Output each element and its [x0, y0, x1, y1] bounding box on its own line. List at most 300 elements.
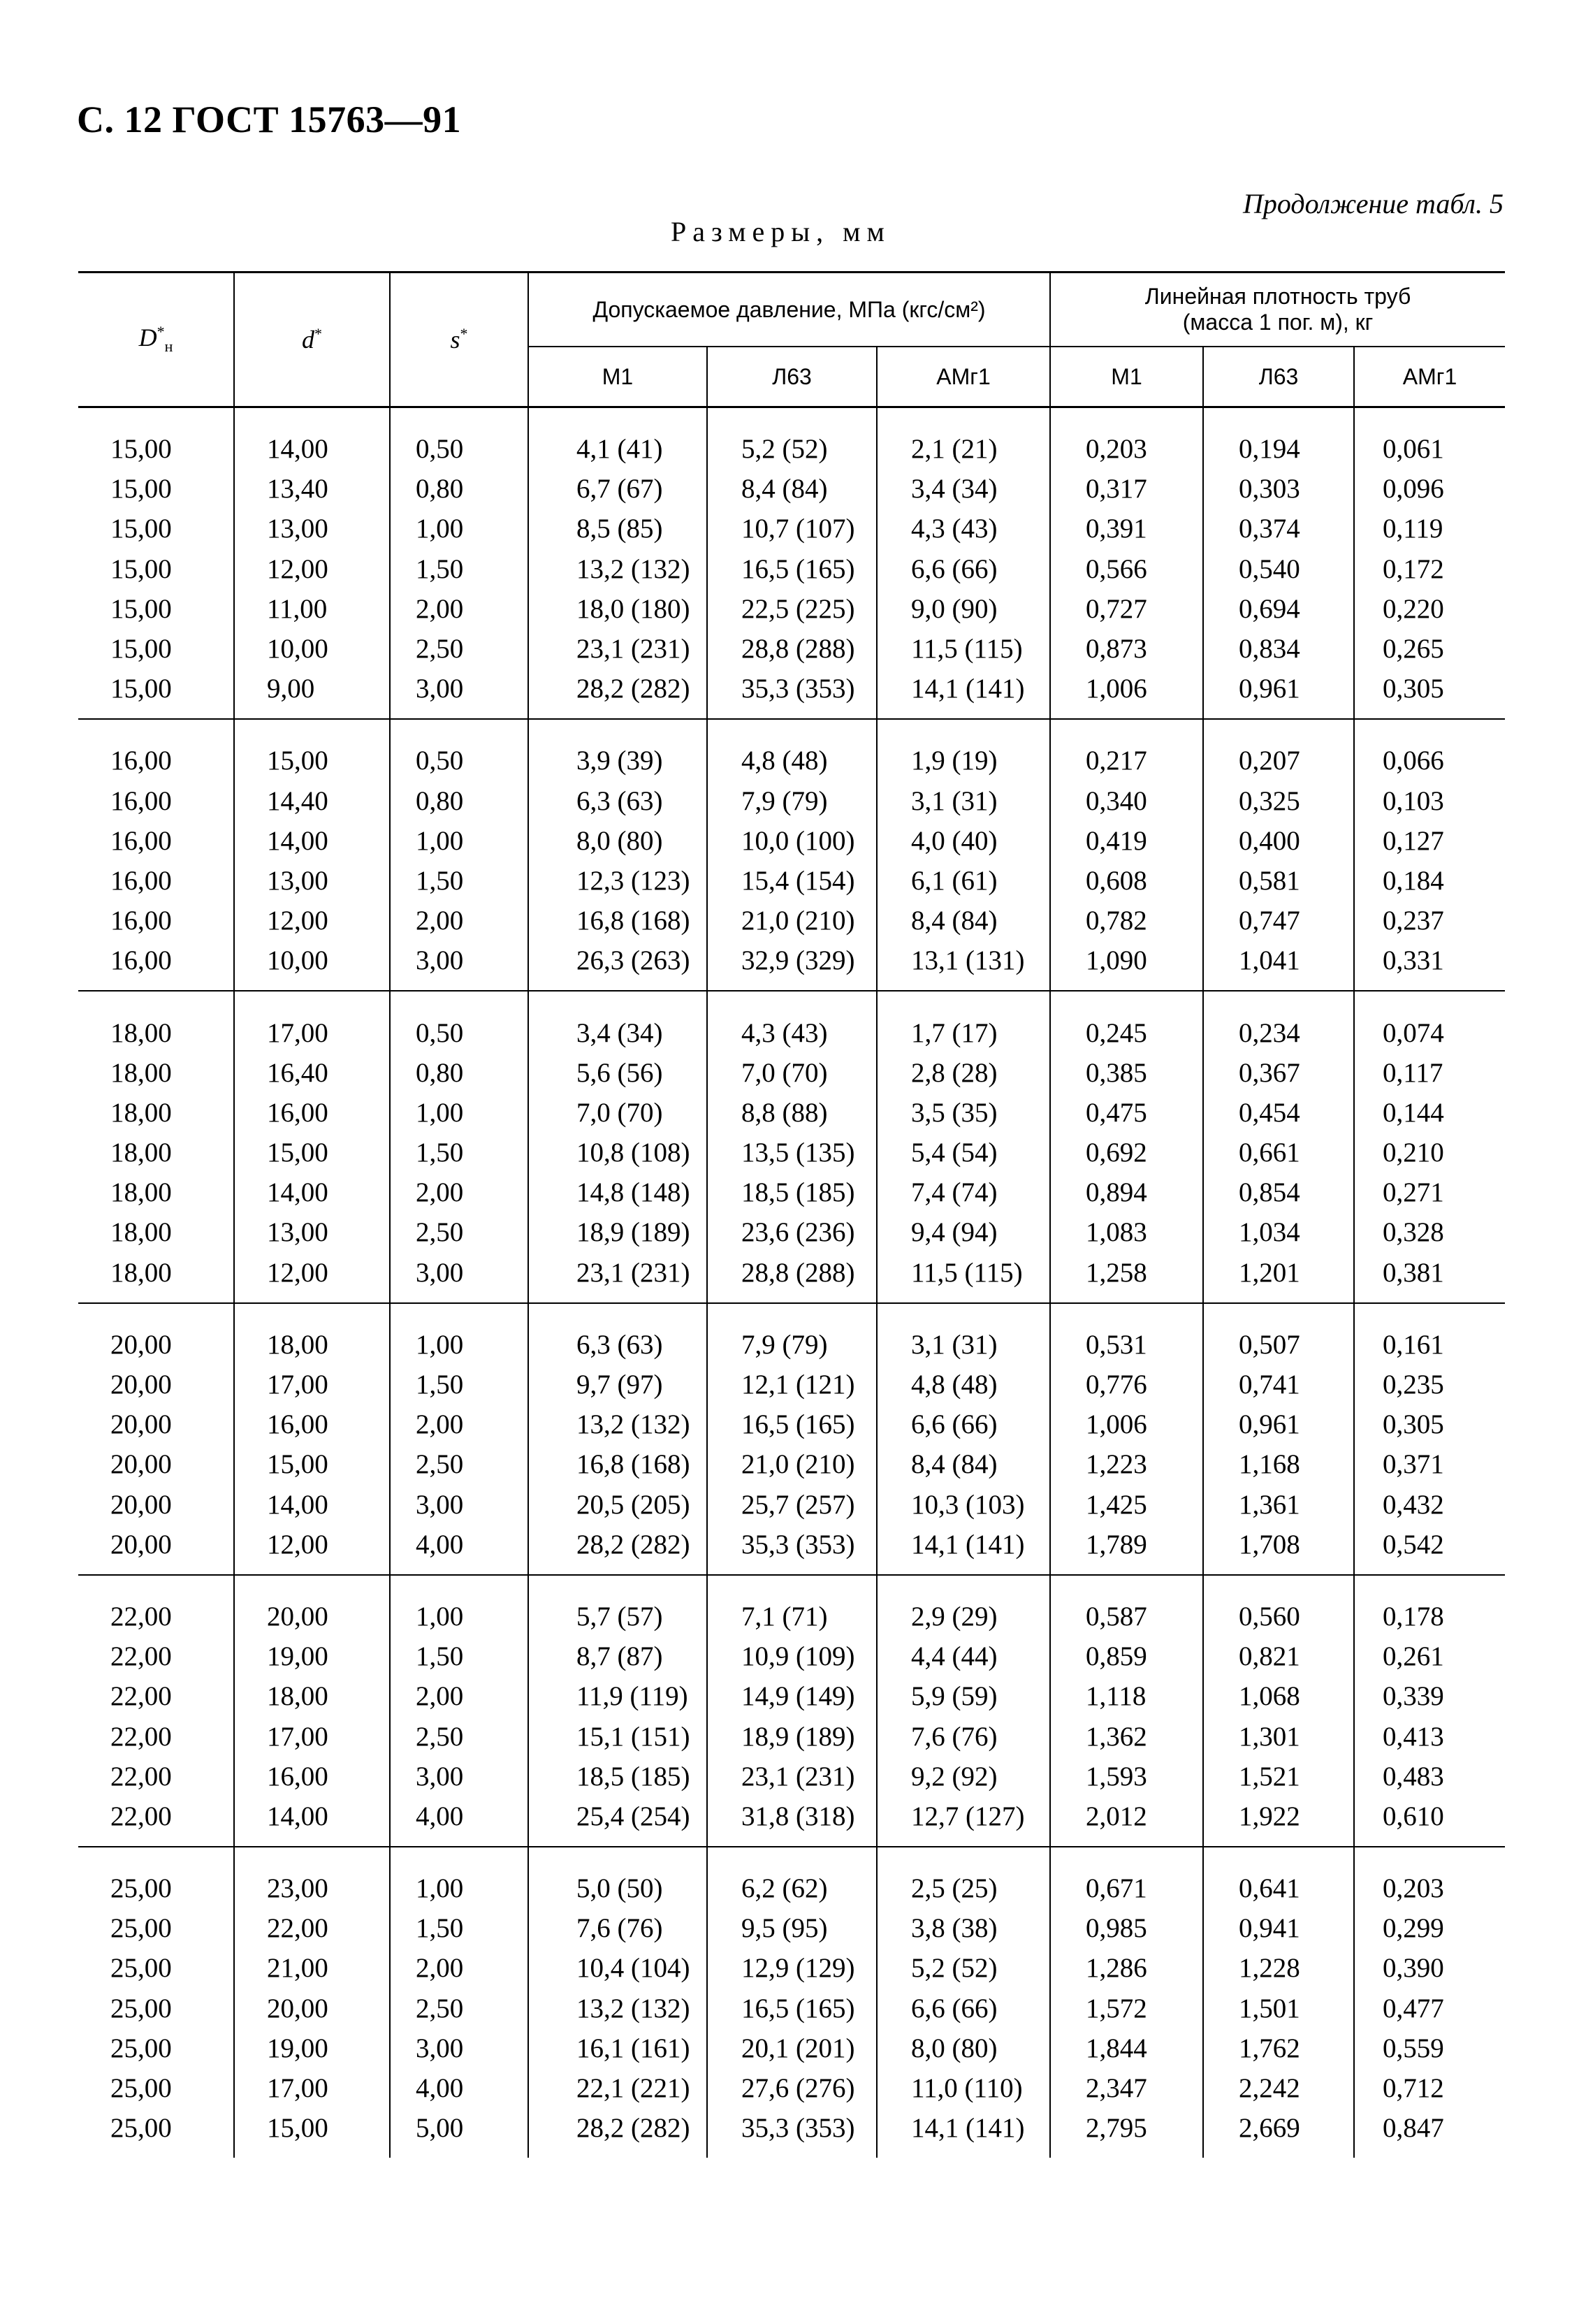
wall-thickness-cell: 1,00 [390, 1093, 528, 1133]
table-row [78, 1093, 1505, 1133]
table-row [78, 589, 1505, 629]
outer-diameter-cell: 16,00 [78, 941, 234, 991]
pressure-m1-cell: 10,8 (108) [528, 1133, 707, 1172]
density-l63-cell: 1,361 [1203, 1485, 1354, 1525]
inner-diameter-cell: 12,00 [234, 549, 390, 589]
wall-thickness-cell: 2,50 [390, 1212, 528, 1252]
pressure-amg1-cell: 9,0 (90) [877, 589, 1050, 629]
density-l63-cell: 1,762 [1203, 2028, 1354, 2068]
outer-diameter-cell: 20,00 [110, 1489, 172, 1520]
inner-diameter-cell: 15,00 [234, 2108, 390, 2158]
pressure-m1-cell: 6,3 (63) [528, 1303, 707, 1365]
inner-diameter-cell: 16,00 [234, 1404, 390, 1444]
density-m1-cell: 0,587 [1050, 1575, 1203, 1636]
pressure-l63-cell: 23,1 (231) [707, 1757, 877, 1796]
table-row [78, 1172, 1505, 1212]
header-density-group: Линейная плотность труб (масса 1 пог. м), кг [1050, 273, 1505, 347]
wall-thickness-cell: 1,50 [390, 861, 528, 901]
outer-diameter-cell: 20,00 [110, 1449, 172, 1480]
wall-thickness-cell: 2,50 [390, 1716, 528, 1756]
pressure-m1-cell: 13,2 (132) [528, 1989, 707, 2028]
header-pressure-group: Допускаемое давление, МПа (кгс/см²) [528, 273, 1050, 347]
pressure-m1-cell: 22,1 (221) [528, 2068, 707, 2108]
outer-diameter-cell: 15,00 [110, 634, 172, 664]
inner-diameter-cell: 12,00 [234, 1525, 390, 1575]
pressure-amg1-cell: 14,1 (141) [877, 1525, 1050, 1575]
wall-thickness-cell: 2,50 [390, 1989, 528, 2028]
pressure-l63-cell: 4,3 (43) [707, 991, 877, 1052]
pressure-m1-cell: 28,2 (282) [528, 669, 707, 719]
density-m1-cell: 0,419 [1050, 821, 1203, 861]
wall-thickness-cell: 1,00 [390, 1303, 528, 1365]
density-l63-cell: 0,325 [1203, 781, 1354, 821]
density-amg1-cell: 0,119 [1354, 509, 1505, 549]
pressure-amg1-cell: 2,8 (28) [877, 1053, 1050, 1093]
density-l63-cell: 0,367 [1203, 1053, 1354, 1093]
pressure-l63-cell: 13,5 (135) [707, 1133, 877, 1172]
pressure-amg1-cell: 4,8 (48) [877, 1365, 1050, 1404]
pressure-m1-cell: 12,3 (123) [528, 861, 707, 901]
pressure-l63-cell: 20,1 (201) [707, 2028, 877, 2068]
outer-diameter-cell: 25,00 [110, 1913, 172, 1944]
table-header [78, 273, 1505, 407]
density-l63-cell: 0,400 [1203, 821, 1354, 861]
pressure-l63-cell: 21,0 (210) [707, 901, 877, 941]
pressure-m1-cell: 25,4 (254) [528, 1796, 707, 1847]
outer-diameter-cell: 25,00 [110, 2113, 172, 2144]
wall-thickness-cell: 2,50 [390, 629, 528, 669]
pressure-m1-cell: 7,6 (76) [528, 1908, 707, 1948]
inner-diameter-cell: 18,00 [234, 1303, 390, 1365]
inner-diameter-cell: 15,00 [234, 719, 390, 780]
density-amg1-cell: 0,390 [1354, 1948, 1505, 1988]
pressure-l63-cell: 25,7 (257) [707, 1485, 877, 1525]
density-l63-cell: 1,228 [1203, 1948, 1354, 1988]
wall-thickness-cell: 0,80 [390, 469, 528, 509]
density-m1-cell: 0,671 [1050, 1847, 1203, 1908]
table-row [78, 469, 1505, 509]
pressure-m1-cell: 18,9 (189) [528, 1212, 707, 1252]
density-m1-cell: 1,090 [1050, 941, 1203, 991]
density-amg1-cell: 0,178 [1354, 1575, 1505, 1636]
row-group [78, 1847, 1505, 2158]
density-amg1-cell: 0,331 [1354, 941, 1505, 991]
pressure-amg1-cell: 3,1 (31) [877, 1303, 1050, 1365]
pressure-amg1-cell: 1,9 (19) [877, 719, 1050, 780]
density-m1-cell: 1,789 [1050, 1525, 1203, 1575]
outer-diameter-cell: 25,00 [110, 1873, 172, 1904]
wall-thickness-cell: 1,00 [390, 1575, 528, 1636]
wall-thickness-cell: 3,00 [390, 2028, 528, 2068]
density-amg1-cell: 0,712 [1354, 2068, 1505, 2108]
header-density-l63: Л63 [1203, 347, 1354, 407]
inner-diameter-cell: 13,00 [234, 861, 390, 901]
table-row [78, 1636, 1505, 1676]
pressure-m1-cell: 18,0 (180) [528, 589, 707, 629]
outer-diameter-cell: 18,00 [110, 1138, 172, 1168]
density-l63-cell: 0,507 [1203, 1303, 1354, 1365]
density-l63-cell: 1,034 [1203, 1212, 1354, 1252]
header-density-amg1: АМг1 [1354, 347, 1505, 407]
pressure-m1-cell: 28,2 (282) [528, 2108, 707, 2158]
density-amg1-cell: 0,339 [1354, 1676, 1505, 1716]
density-amg1-cell: 0,542 [1354, 1525, 1505, 1575]
table-row [78, 861, 1505, 901]
inner-diameter-cell: 17,00 [234, 1716, 390, 1756]
wall-thickness-cell: 3,00 [390, 1757, 528, 1796]
density-l63-cell: 2,669 [1203, 2108, 1354, 2158]
inner-diameter-cell: 13,40 [234, 469, 390, 509]
sizes-caption: Размеры, мм [671, 216, 891, 247]
density-m1-cell: 2,347 [1050, 2068, 1203, 2108]
outer-diameter-cell: 18,00 [110, 1177, 172, 1208]
density-amg1-cell: 0,172 [1354, 549, 1505, 589]
inner-diameter-cell: 16,40 [234, 1053, 390, 1093]
density-m1-cell: 0,782 [1050, 901, 1203, 941]
pressure-m1-cell: 15,1 (151) [528, 1716, 707, 1756]
pressure-m1-cell: 8,7 (87) [528, 1636, 707, 1676]
pressure-amg1-cell: 7,4 (74) [877, 1172, 1050, 1212]
pressure-amg1-cell: 4,4 (44) [877, 1636, 1050, 1676]
density-m1-cell: 0,566 [1050, 549, 1203, 589]
pressure-amg1-cell: 14,1 (141) [877, 669, 1050, 719]
pressure-amg1-cell: 13,1 (131) [877, 941, 1050, 991]
pressure-amg1-cell: 8,0 (80) [877, 2028, 1050, 2068]
pressure-amg1-cell: 5,4 (54) [877, 1133, 1050, 1172]
density-l63-cell: 0,741 [1203, 1365, 1354, 1404]
density-l63-cell: 1,301 [1203, 1716, 1354, 1756]
density-m1-cell: 0,859 [1050, 1636, 1203, 1676]
density-l63-cell: 0,961 [1203, 1404, 1354, 1444]
pressure-m1-cell: 13,2 (132) [528, 549, 707, 589]
pressure-m1-cell: 14,8 (148) [528, 1172, 707, 1212]
table-row [78, 1796, 1505, 1847]
density-m1-cell: 1,223 [1050, 1444, 1203, 1484]
pressure-l63-cell: 6,2 (62) [707, 1847, 877, 1908]
pressure-l63-cell: 16,5 (165) [707, 1404, 877, 1444]
pressure-amg1-cell: 2,5 (25) [877, 1847, 1050, 1908]
density-amg1-cell: 0,161 [1354, 1303, 1505, 1365]
density-l63-cell: 0,747 [1203, 901, 1354, 941]
pressure-amg1-cell: 12,7 (127) [877, 1796, 1050, 1847]
pressure-l63-cell: 15,4 (154) [707, 861, 877, 901]
row-group [78, 991, 1505, 1302]
table-row [78, 1757, 1505, 1796]
pressure-l63-cell: 7,0 (70) [707, 1053, 877, 1093]
pressure-amg1-cell: 4,3 (43) [877, 509, 1050, 549]
density-m1-cell: 1,006 [1050, 1404, 1203, 1444]
pressure-l63-cell: 22,5 (225) [707, 589, 877, 629]
inner-diameter-cell: 18,00 [234, 1676, 390, 1716]
density-l63-cell: 0,374 [1203, 509, 1354, 549]
table-row [78, 1908, 1505, 1948]
pressure-m1-cell: 28,2 (282) [528, 1525, 707, 1575]
pressure-amg1-cell: 1,7 (17) [877, 991, 1050, 1052]
inner-diameter-cell: 11,00 [234, 589, 390, 629]
density-amg1-cell: 0,477 [1354, 1989, 1505, 2028]
pressure-m1-cell: 3,4 (34) [528, 991, 707, 1052]
density-l63-cell: 0,941 [1203, 1908, 1354, 1948]
density-l63-cell: 0,661 [1203, 1133, 1354, 1172]
wall-thickness-cell: 4,00 [390, 1796, 528, 1847]
table-row [78, 2108, 1505, 2158]
outer-diameter-cell: 20,00 [110, 1329, 172, 1360]
outer-diameter-cell: 15,00 [110, 474, 172, 504]
outer-diameter-cell: 15,00 [110, 434, 172, 465]
header-outer-diameter: $D^*_н$ [78, 273, 234, 407]
wall-thickness-cell: 0,80 [390, 1053, 528, 1093]
outer-diameter-cell: 25,00 [110, 2073, 172, 2104]
density-m1-cell: 0,692 [1050, 1133, 1203, 1172]
outer-diameter-cell: 16,00 [110, 825, 172, 856]
density-m1-cell: 0,317 [1050, 469, 1203, 509]
inner-diameter-cell: 15,00 [234, 1444, 390, 1484]
outer-diameter-cell: 22,00 [110, 1601, 172, 1632]
inner-diameter-cell: 15,00 [234, 1133, 390, 1172]
wall-thickness-cell: 0,80 [390, 781, 528, 821]
density-amg1-cell: 0,235 [1354, 1365, 1505, 1404]
density-amg1-cell: 0,483 [1354, 1757, 1505, 1796]
pressure-amg1-cell: 6,6 (66) [877, 1404, 1050, 1444]
density-l63-cell: 0,303 [1203, 469, 1354, 509]
inner-diameter-cell: 12,00 [234, 901, 390, 941]
wall-thickness-cell: 3,00 [390, 1485, 528, 1525]
pressure-amg1-cell: 4,0 (40) [877, 821, 1050, 861]
outer-diameter-cell: 25,00 [110, 1993, 172, 2024]
density-m1-cell: 0,531 [1050, 1303, 1203, 1365]
pressure-m1-cell: 20,5 (205) [528, 1485, 707, 1525]
outer-diameter-cell: 20,00 [78, 1525, 234, 1575]
density-amg1-cell: 0,066 [1354, 719, 1505, 780]
table-row [78, 781, 1505, 821]
wall-thickness-cell: 2,00 [390, 1948, 528, 1988]
density-m1-cell: 0,217 [1050, 719, 1203, 780]
wall-thickness-cell: 1,00 [390, 821, 528, 861]
outer-diameter-cell: 16,00 [110, 785, 172, 816]
wall-thickness-cell: 0,50 [390, 991, 528, 1052]
pressure-l63-cell: 28,8 (288) [707, 629, 877, 669]
table-row [78, 1948, 1505, 1988]
pressure-l63-cell: 27,6 (276) [707, 2068, 877, 2108]
inner-diameter-cell: 14,00 [234, 1485, 390, 1525]
pressure-l63-cell: 18,9 (189) [707, 1716, 877, 1756]
pressure-m1-cell: 6,7 (67) [528, 469, 707, 509]
wall-thickness-cell: 1,50 [390, 1636, 528, 1676]
wall-thickness-cell: 1,00 [390, 1847, 528, 1908]
outer-diameter-cell: 16,00 [110, 865, 172, 896]
density-m1-cell: 0,391 [1050, 509, 1203, 549]
header-density-m1: М1 [1050, 347, 1203, 407]
density-amg1-cell: 0,074 [1354, 991, 1505, 1052]
pressure-l63-cell: 28,8 (288) [707, 1253, 877, 1303]
density-amg1-cell: 0,261 [1354, 1636, 1505, 1676]
inner-diameter-cell: 16,00 [234, 1093, 390, 1133]
density-l63-cell: 1,041 [1203, 941, 1354, 991]
page-header: С. 12 ГОСТ 15763—91 [77, 99, 462, 140]
wall-thickness-cell: 1,00 [390, 509, 528, 549]
density-amg1-cell: 0,271 [1354, 1172, 1505, 1212]
pressure-amg1-cell: 5,9 (59) [877, 1676, 1050, 1716]
pressure-l63-cell: 7,9 (79) [707, 781, 877, 821]
inner-diameter-cell: 16,00 [234, 1757, 390, 1796]
density-l63-cell: 0,540 [1203, 549, 1354, 589]
inner-diameter-cell: 19,00 [234, 2028, 390, 2068]
inner-diameter-cell: 22,00 [234, 1908, 390, 1948]
outer-diameter-cell: 22,00 [78, 1796, 234, 1847]
density-m1-cell: 1,258 [1050, 1253, 1203, 1303]
outer-diameter-cell: 18,00 [110, 1057, 172, 1088]
pressure-amg1-cell: 3,1 (31) [877, 781, 1050, 821]
inner-diameter-cell: 23,00 [234, 1847, 390, 1908]
density-l63-cell: 1,922 [1203, 1796, 1354, 1847]
density-m1-cell: 1,118 [1050, 1676, 1203, 1716]
table-row [78, 2028, 1505, 2068]
density-l63-cell: 2,242 [1203, 2068, 1354, 2108]
inner-diameter-cell: 14,00 [234, 407, 390, 470]
outer-diameter-cell: 25,00 [110, 1953, 172, 1984]
density-amg1-cell: 0,144 [1354, 1093, 1505, 1133]
density-m1-cell: 0,245 [1050, 991, 1203, 1052]
density-l63-cell: 1,521 [1203, 1757, 1354, 1796]
wall-thickness-cell: 4,00 [390, 1525, 528, 1575]
pressure-m1-cell: 4,1 (41) [528, 407, 707, 470]
density-m1-cell: 1,593 [1050, 1757, 1203, 1796]
wall-thickness-cell: 3,00 [390, 1253, 528, 1303]
density-amg1-cell: 0,413 [1354, 1716, 1505, 1756]
density-amg1-cell: 0,305 [1354, 669, 1505, 719]
inner-diameter-cell: 10,00 [234, 629, 390, 669]
inner-diameter-cell: 21,00 [234, 1948, 390, 1988]
pressure-amg1-cell: 11,5 (115) [877, 1253, 1050, 1303]
pressure-m1-cell: 16,8 (168) [528, 901, 707, 941]
pressure-amg1-cell: 10,3 (103) [877, 1485, 1050, 1525]
pressure-amg1-cell: 9,4 (94) [877, 1212, 1050, 1252]
inner-diameter-cell: 13,00 [234, 1212, 390, 1252]
wall-thickness-cell: 2,00 [390, 589, 528, 629]
table-row [78, 669, 1505, 719]
pressure-l63-cell: 7,1 (71) [707, 1575, 877, 1636]
row-group [78, 407, 1505, 720]
pressure-amg1-cell: 9,2 (92) [877, 1757, 1050, 1796]
density-m1-cell: 1,083 [1050, 1212, 1203, 1252]
table-row [78, 1676, 1505, 1716]
header-pressure-l63: Л63 [707, 347, 877, 407]
table-row [78, 629, 1505, 669]
density-amg1-cell: 0,610 [1354, 1796, 1505, 1847]
density-m1-cell: 0,873 [1050, 629, 1203, 669]
density-amg1-cell: 0,559 [1354, 2028, 1505, 2068]
pressure-amg1-cell: 3,8 (38) [877, 1908, 1050, 1948]
table-row [78, 1253, 1505, 1303]
density-l63-cell: 0,581 [1203, 861, 1354, 901]
density-m1-cell: 2,012 [1050, 1796, 1203, 1847]
pressure-amg1-cell: 11,0 (110) [877, 2068, 1050, 2108]
density-amg1-cell: 0,103 [1354, 781, 1505, 821]
table-row [78, 821, 1505, 861]
pressure-m1-cell: 23,1 (231) [528, 1253, 707, 1303]
wall-thickness-cell: 2,00 [390, 1676, 528, 1716]
table-row [78, 1444, 1505, 1484]
inner-diameter-cell: 17,00 [234, 991, 390, 1052]
inner-diameter-cell: 14,00 [234, 1796, 390, 1847]
outer-diameter-cell: 22,00 [110, 1721, 172, 1752]
pressure-l63-cell: 14,9 (149) [707, 1676, 877, 1716]
pressure-l63-cell: 18,5 (185) [707, 1172, 877, 1212]
inner-diameter-cell: 20,00 [234, 1575, 390, 1636]
pressure-l63-cell: 12,1 (121) [707, 1365, 877, 1404]
pressure-l63-cell: 9,5 (95) [707, 1908, 877, 1948]
pressure-m1-cell: 9,7 (97) [528, 1365, 707, 1404]
pressure-l63-cell: 35,3 (353) [707, 2108, 877, 2158]
density-l63-cell: 0,207 [1203, 719, 1354, 780]
density-m1-cell: 0,385 [1050, 1053, 1203, 1093]
pressure-m1-cell: 23,1 (231) [528, 629, 707, 669]
density-amg1-cell: 0,117 [1354, 1053, 1505, 1093]
pressure-m1-cell: 5,7 (57) [528, 1575, 707, 1636]
density-m1-cell: 1,006 [1050, 669, 1203, 719]
pressure-l63-cell: 31,8 (318) [707, 1796, 877, 1847]
wall-thickness-cell: 0,50 [390, 407, 528, 470]
pressure-amg1-cell: 8,4 (84) [877, 901, 1050, 941]
table-row [78, 991, 1505, 1052]
wall-thickness-cell: 3,00 [390, 941, 528, 991]
pressure-l63-cell: 8,8 (88) [707, 1093, 877, 1133]
density-amg1-cell: 0,220 [1354, 589, 1505, 629]
wall-thickness-cell: 1,50 [390, 1908, 528, 1948]
outer-diameter-cell: 16,00 [110, 906, 172, 936]
density-m1-cell: 1,572 [1050, 1989, 1203, 2028]
pressure-m1-cell: 18,5 (185) [528, 1757, 707, 1796]
outer-diameter-cell: 22,00 [110, 1641, 172, 1672]
pressure-m1-cell: 5,0 (50) [528, 1847, 707, 1908]
outer-diameter-cell: 16,00 [110, 746, 172, 776]
density-amg1-cell: 0,305 [1354, 1404, 1505, 1444]
density-l63-cell: 0,454 [1203, 1093, 1354, 1133]
inner-diameter-cell: 9,00 [234, 669, 390, 719]
table-row [78, 1365, 1505, 1404]
pressure-l63-cell: 21,0 (210) [707, 1444, 877, 1484]
density-m1-cell: 0,985 [1050, 1908, 1203, 1948]
density-m1-cell: 1,425 [1050, 1485, 1203, 1525]
pressure-l63-cell: 4,8 (48) [707, 719, 877, 780]
pressure-amg1-cell: 6,6 (66) [877, 1989, 1050, 2028]
density-l63-cell: 0,961 [1203, 669, 1354, 719]
header-pressure-amg1: АМг1 [877, 347, 1050, 407]
density-m1-cell: 0,475 [1050, 1093, 1203, 1133]
outer-diameter-cell: 22,00 [110, 1681, 172, 1712]
pressure-l63-cell: 7,9 (79) [707, 1303, 877, 1365]
wall-thickness-cell: 2,00 [390, 1172, 528, 1212]
density-amg1-cell: 0,237 [1354, 901, 1505, 941]
density-amg1-cell: 0,265 [1354, 629, 1505, 669]
inner-diameter-cell: 13,00 [234, 509, 390, 549]
density-l63-cell: 0,694 [1203, 589, 1354, 629]
row-group [78, 1575, 1505, 1847]
pressure-l63-cell: 35,3 (353) [707, 669, 877, 719]
inner-diameter-cell: 20,00 [234, 1989, 390, 2028]
table-row [78, 1989, 1505, 2028]
table-row [78, 549, 1505, 589]
pressure-m1-cell: 8,0 (80) [528, 821, 707, 861]
density-l63-cell: 0,641 [1203, 1847, 1354, 1908]
wall-thickness-cell: 2,00 [390, 901, 528, 941]
wall-thickness-cell: 1,50 [390, 549, 528, 589]
density-m1-cell: 1,362 [1050, 1716, 1203, 1756]
pressure-m1-cell: 7,0 (70) [528, 1093, 707, 1133]
outer-diameter-cell: 15,00 [110, 514, 172, 544]
inner-diameter-cell: 19,00 [234, 1636, 390, 1676]
wall-thickness-cell: 1,50 [390, 1365, 528, 1404]
